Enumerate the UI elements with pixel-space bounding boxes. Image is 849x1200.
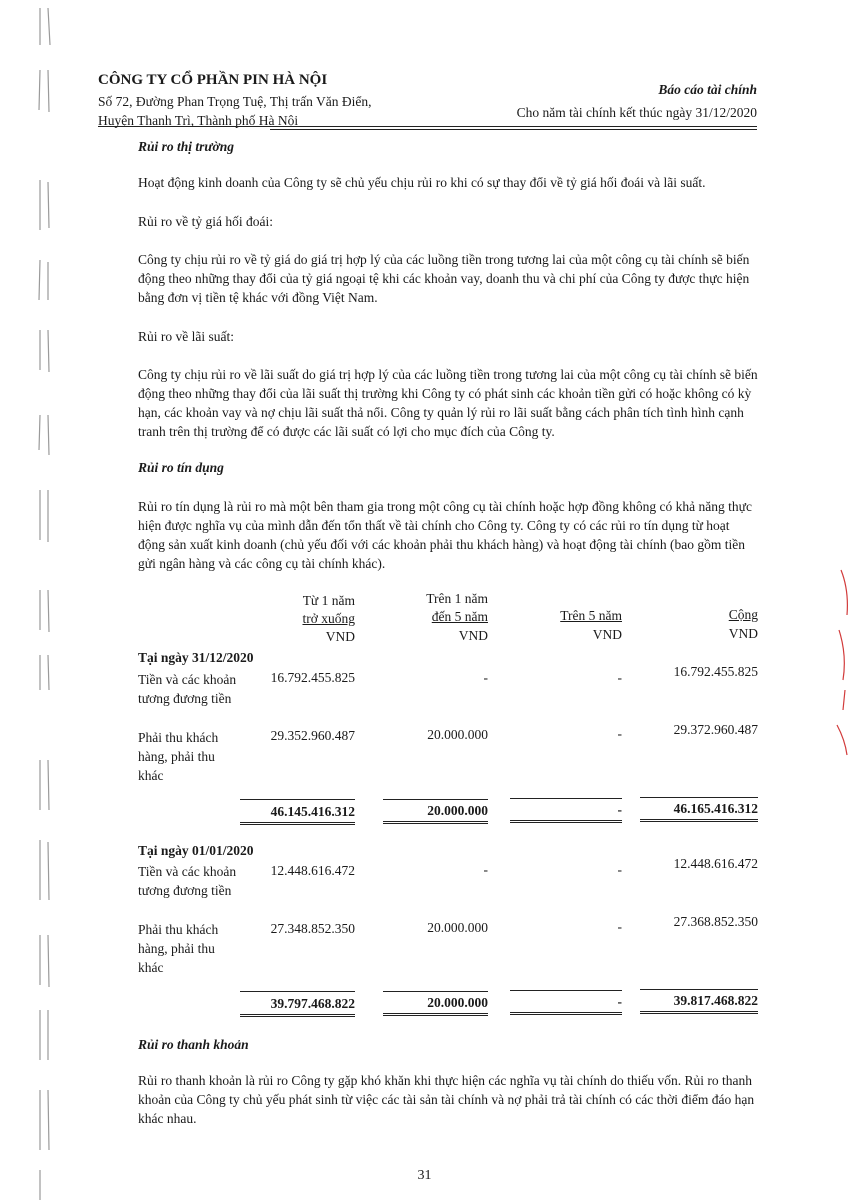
total-double-rule [240,822,355,825]
fx-risk-heading: Rủi ro về tỷ giá hối đoái: [138,214,273,229]
table-total-cell: 46.145.416.312 [270,804,355,819]
table-cell: - [617,726,622,741]
table-cell: - [617,919,622,934]
table-cell: 12.448.616.472 [673,856,758,871]
credit-risk-heading: Rủi ro tín dụng [138,460,224,475]
table-total-cell: 20.000.000 [427,995,488,1010]
company-name: CÔNG TY CỔ PHẦN PIN HÀ NỘI [98,72,328,88]
col-header-2-line2: đến 5 năm [431,609,488,624]
row-label-cash: Tiền và các khoản tương đương tiền [138,864,237,898]
liquidity-risk-heading: Rủi ro thanh khoản [138,1037,249,1052]
credit-risk-text: Rủi ro tín dụng là rủi ro mà một bên tham gia trong một công cụ tài chính hoặc hợp đồng không có khả năng thực hiện được nghĩa vụ của mình dẫn đến tổn thất về tài chính cho Công ty. Công ty có các rủi ro tín dụng từ hoạt động sản xuất kinh doanh (chủ yếu đối với các khoản phải thu khách hàng) và hoạt động tài chính (bao gồm tiền gửi ngân hàng và các công cụ tài chính khác). [138,499,752,571]
col-header-4-unit: VND [728,626,758,641]
col-header-1-unit: VND [325,629,355,644]
company-address-line1: Số 72, Đường Phan Trọng Tuệ, Thị trấn Văn Điển, [98,94,372,109]
col-header-1-line1: Từ 1 năm [302,593,355,608]
total-double-rule [510,1012,622,1015]
table-total-cell: 46.165.416.312 [673,801,758,816]
total-rule-top [240,991,355,992]
table-cell: 16.792.455.825 [673,664,758,679]
ir-risk-text: Công ty chịu rủi ro về lãi suất do giá trị hợp lý của các luồng tiền trong tương lai của một công cụ tài chính sẽ biến động theo những thay đổi của lãi suất thị trường khi Công ty có phát sinh các khoản tiền gửi có hoặc không có kỳ hạn, các khoản vay và nợ chịu lãi suất thả nổi. Công ty quản lý rủi ro lãi suất bằng cách phân tích tình hình cạnh tranh trên thị trường để có được các lãi suất có lợi cho mục đích của Công ty. [138,367,758,439]
table-cell: 27.368.852.350 [673,914,758,929]
table-total-cell: 20.000.000 [427,803,488,818]
report-title: Báo cáo tài chính [658,82,757,97]
table-total-cell: - [617,802,622,817]
market-risk-intro: Hoạt động kinh doanh của Công ty sẽ chủ yếu chịu rủi ro khi có sự thay đổi về tỷ giá hối đoái và lãi suất. [138,175,706,190]
market-risk-heading: Rủi ro thị trường [138,139,234,154]
ir-risk-heading: Rủi ro về lãi suất: [138,329,234,344]
row-label-receivables: Phải thu khách hàng, phải thu khác [138,922,219,975]
total-rule-top [383,799,488,800]
col-header-2-line1: Trên 1 năm [426,591,488,606]
total-rule-top [240,799,355,800]
row-label-cash: Tiền và các khoản tương đương tiền [138,672,237,706]
col-header-3-line2: Trên 5 năm [560,608,622,623]
header-rule-secondary [270,129,757,130]
table-total-cell: 39.817.468.822 [673,993,758,1008]
liquidity-risk-text: Rủi ro thanh khoản là rủi ro Công ty gặp khó khăn khi thực hiện các nghĩa vụ tài chính do thiếu vốn. Rủi ro thanh khoản của Công ty chủ yếu phát sinh từ việc các tài sản tài chính và nợ phải trả tài chính có các thời điểm đáo hạn khác nhau. [138,1073,755,1126]
binding-holes-decoration [18,0,58,1200]
total-double-rule [383,821,488,824]
col-header-4-line2: Cộng [728,607,758,622]
table-cell: 20.000.000 [427,727,488,742]
table-cell: - [483,862,488,877]
red-stamp-mark [819,560,849,760]
section-date-label: Tại ngày 31/12/2020 [138,650,254,665]
table-total-cell: - [617,994,622,1009]
header-rule [98,126,757,127]
row-label-receivables: Phải thu khách hàng, phải thu khác [138,730,219,783]
total-double-rule [510,820,622,823]
table-cell: - [483,670,488,685]
table-cell: 29.372.960.487 [673,722,758,737]
total-double-rule [640,1011,758,1014]
page-number: 31 [417,1168,432,1183]
total-double-rule [640,819,758,822]
total-rule-top [510,798,622,799]
table-cell: - [617,862,622,877]
total-rule-top [640,797,758,798]
report-period: Cho năm tài chính kết thúc ngày 31/12/2020 [516,105,757,120]
company-address-line2: Huyện Thanh Trì, Thành phố Hà Nội [98,113,299,128]
total-rule-top [383,991,488,992]
fx-risk-text: Công ty chịu rủi ro về tỷ giá do giá trị hợp lý của các luồng tiền trong tương lai của một công cụ tài chính sẽ biến động theo những thay đổi của tỷ giá ngoại tệ khi các khoản vay, doanh thu và chi phí của Công ty được thực hiện bằng đơn vị tiền tệ khác với đồng Việt Nam. [138,252,750,305]
table-cell: - [617,670,622,685]
total-double-rule [240,1014,355,1017]
col-header-1-line2: trở xuống [302,611,355,626]
total-rule-top [640,989,758,990]
table-cell: 12.448.616.472 [270,863,355,878]
table-cell: 29.352.960.487 [270,728,355,743]
col-header-3-unit: VND [592,627,622,642]
table-cell: 16.792.455.825 [270,670,355,685]
total-rule-top [510,990,622,991]
section-date-label: Tại ngày 01/01/2020 [138,843,254,858]
col-header-2-unit: VND [458,628,488,643]
total-double-rule [383,1013,488,1016]
table-cell: 27.348.852.350 [270,921,355,936]
table-cell: 20.000.000 [427,920,488,935]
table-total-cell: 39.797.468.822 [270,996,355,1011]
